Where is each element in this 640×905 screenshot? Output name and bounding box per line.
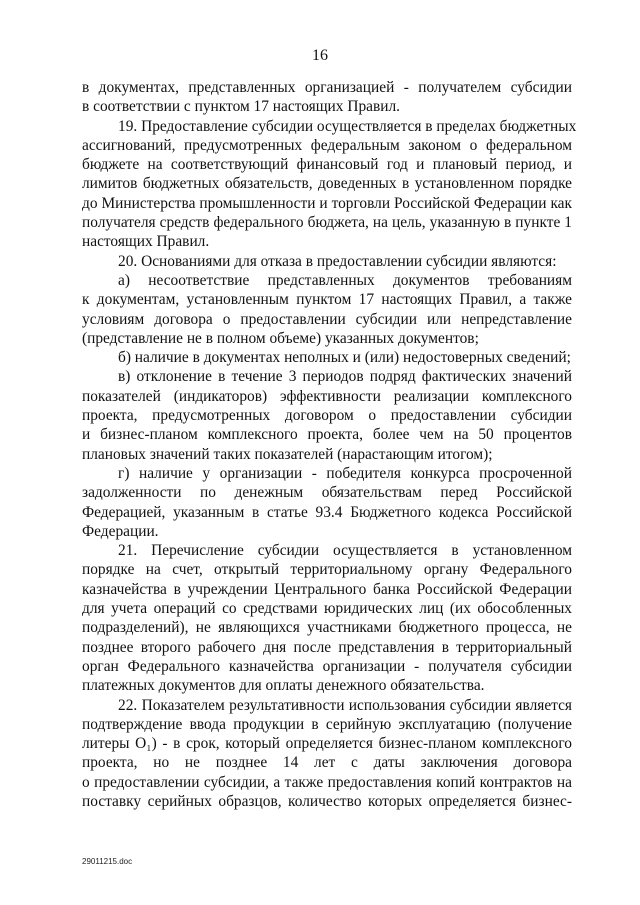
text-line: казначейства в учреждении Центрального банка Российской Федерации: [82, 580, 572, 598]
text-line: г) наличие у организации - победителя конкурса просроченной: [118, 464, 572, 482]
paragraph-20b: [82, 348, 572, 367]
text-line: порядке на счет, открытый территориальному органу Федерального: [82, 561, 572, 579]
text-line: получателя средств федерального бюджета, на цель, указанную в пункте 1: [82, 214, 572, 232]
paragraph-20c: [82, 367, 572, 463]
text-line: подразделений), не являющихся участниками бюджетного процесса, не: [82, 619, 572, 637]
text-line: платежных документов для оплаты денежного обязательства.: [82, 677, 485, 695]
text-line: показателей (индикаторов) эффективности реализации комплексного: [82, 387, 572, 405]
text-line: поставку серийных образцов, количество которых определяется бизнес-: [82, 792, 572, 810]
text-line: о предоставлении субсидии, а также предоставления копий контрактов на: [82, 773, 572, 791]
text-line: Федерацией, указанным в статье 93.4 Бюджетного кодекса Российской: [82, 503, 572, 521]
text-line: Федерации.: [82, 522, 159, 540]
text-line: 21. Перечисление субсидии осуществляется в установленном: [118, 542, 572, 560]
text-line: проекта, но не позднее 14 лет с даты заключения договора: [82, 754, 572, 772]
text-line: плановых значений таких показателей (нарастающим итогом);: [82, 445, 493, 463]
text-line: подтверждение ввода продукции в серийную эксплуатацию (получение: [82, 715, 572, 733]
footer-filename: 29011215.doc: [82, 857, 133, 866]
text-line: условиям договора о предоставлении субсидии или непредставление: [82, 310, 572, 328]
paragraph-21: [82, 541, 572, 695]
text-line: 20. Основаниями для отказа в предоставлении субсидии являются:: [118, 252, 557, 270]
paragraph-20: [82, 252, 572, 271]
text-line: настоящих Правил.: [82, 233, 210, 251]
text-line: в документах, представленных организацией - получателем субсидии: [82, 79, 572, 96]
paragraph-20g: [82, 464, 572, 541]
document-body: [82, 78, 577, 811]
text-line: а) несоответствие представленных документов требованиям: [118, 271, 572, 289]
text-line: проекта, предусмотренных договором о предоставлении субсидии: [82, 407, 572, 425]
text-line: б) наличие в документах неполных и (или) недостоверных сведений;: [118, 349, 571, 367]
text-line: лимитов бюджетных обязательств, доведенных в установленном порядке: [82, 175, 572, 193]
text-line: к документам, установленным пунктом 17 настоящих Правил, а также: [82, 291, 572, 309]
text-line: 22. Показателем результативности использования субсидии является: [118, 696, 572, 714]
paragraph-20a: [82, 271, 572, 348]
text-line: 19. Предоставление субсидии осуществляется в пределах бюджетных: [118, 117, 577, 135]
page-number: 16: [312, 47, 328, 64]
text-line: литеры О₁) - в срок, который определяется бизнес-планом комплексного: [82, 735, 572, 753]
paragraph-19: [82, 117, 577, 252]
text-line: в) отклонение в течение 3 периодов подряд фактических значений: [118, 368, 572, 386]
text-line: задолженности по денежным обязательствам перед Российской: [82, 484, 572, 502]
text-line: ассигнований, предусмотренных федеральным законом о федеральном: [82, 136, 572, 154]
text-line: и бизнес-планом комплексного проекта, более чем на 50 процентов: [82, 426, 572, 444]
text-line: (представление не в полном объеме) указанных документов;: [82, 329, 479, 347]
text-line: орган Федерального казначейства организации - получателя субсидии: [82, 657, 572, 675]
text-line: до Министерства промышленности и торговли Российской Федерации как: [82, 194, 572, 212]
text-line: бюджете на соответствующий финансовый год и плановый период, и: [82, 156, 572, 174]
text-line: в соответствии с пунктом 17 настоящих Правил.: [82, 98, 401, 116]
text-line: для учета операций со средствами юридических лиц (их обособленных: [82, 600, 572, 618]
paragraph-22: [82, 696, 572, 812]
paragraph-continued: [82, 78, 572, 117]
text-line: позднее второго рабочего дня после представления в территориальный: [82, 638, 572, 656]
